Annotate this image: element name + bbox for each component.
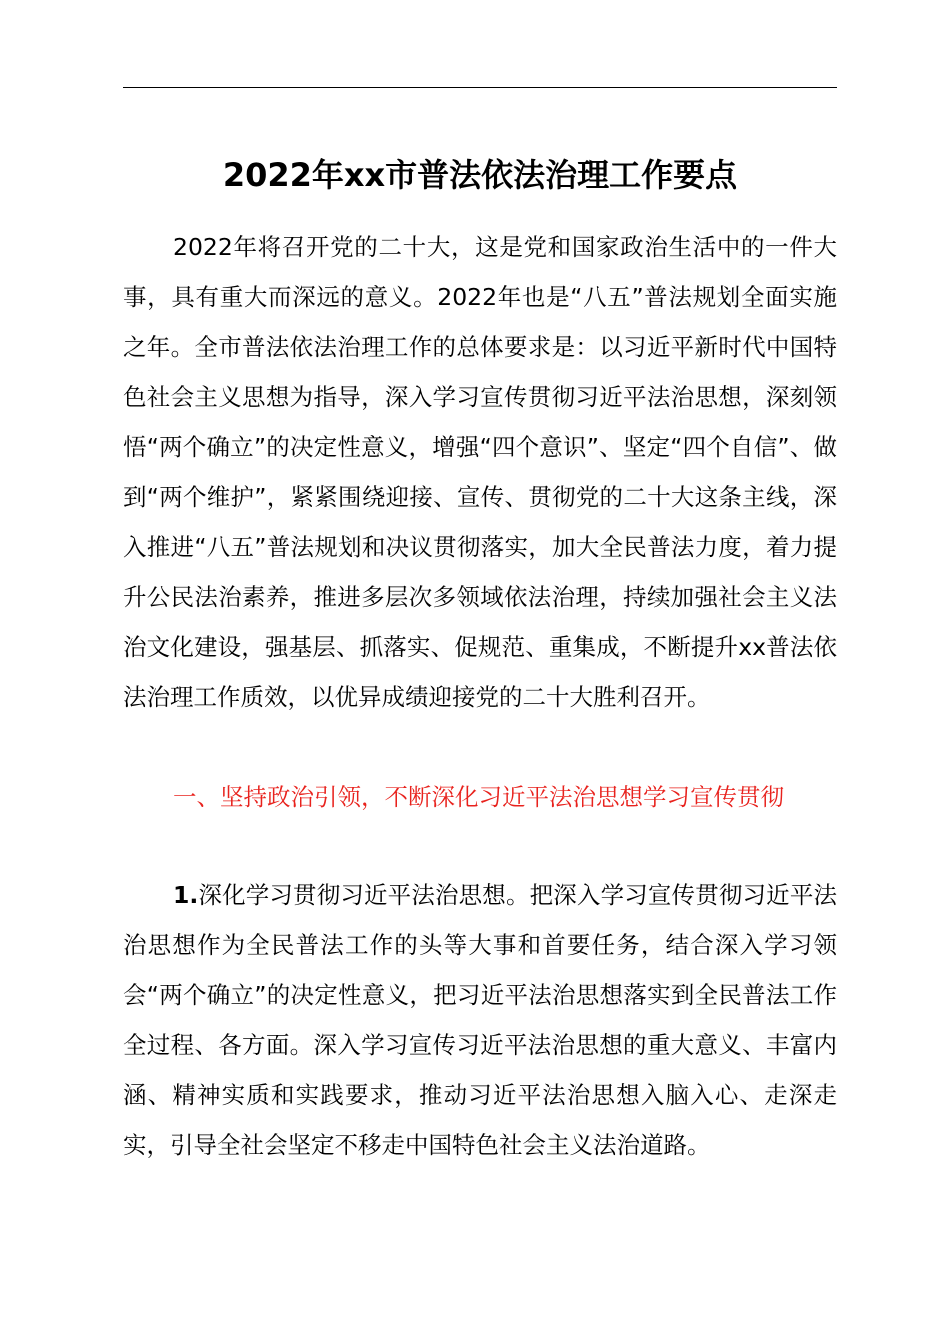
document-title: 2022年xx市普法依法治理工作要点 xyxy=(222,156,738,194)
item-1-number: 1. xyxy=(173,881,199,909)
item-1-text: 深化学习贯彻习近平法治思想。把深入学习宣传贯彻习近平法治思想作为全民普法工作的头等大事和首要任务，结合深入学习领会“两个确立”的决定性意义，把习近平法治思想落实到全民普法工作全过程、各方面。深入学习宣传习近平法治思想的重大意义、丰富内涵、精神实质和实践要求，推动习近平法治思想入脑入心、走深走实，引导全社会坚定不移走中国特色社会主义法治道路。 xyxy=(123,881,837,1159)
header-rule xyxy=(123,87,837,88)
item-1-paragraph xyxy=(123,870,837,1170)
section-1-heading: 一、坚持政治引领，不断深化习近平法治思想学习宣传贯彻 xyxy=(173,783,784,811)
intro-paragraph: 2022年将召开党的二十大，这是党和国家政治生活中的一件大事，具有重大而深远的意义。2022年也是“八五”普法规划全面实施之年。全市普法依法治理工作的总体要求是：以习近平新时代中国特色社会主义思想为指导，深入学习宣传贯彻习近平法治思想，深刻领悟“两个确立”的决定性意义，增强“四个意识”、坚定“四个自信”、做到“两个维护”，紧紧围绕迎接、宣传、贯彻党的二十大这条主线，深入推进“八五”普法规划和决议贯彻落实，加大全民普法力度，着力提升公民法治素养，推进多层次多领域依法治理，持续加强社会主义法治文化建设，强基层、抓落实、促规范、重集成，不断提升xx普法依法治理工作质效，以优异成绩迎接党的二十大胜利召开。 xyxy=(123,233,837,711)
